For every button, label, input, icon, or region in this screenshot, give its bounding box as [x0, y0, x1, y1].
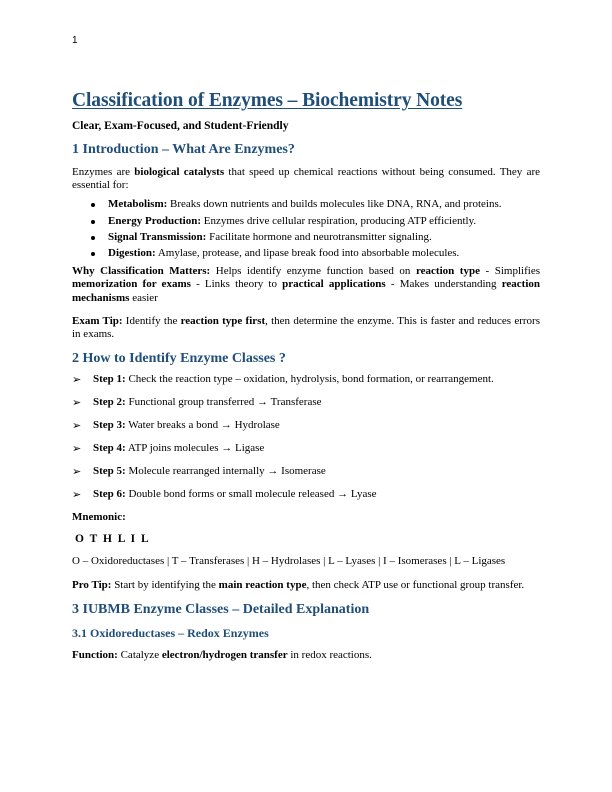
identification-steps-list — [72, 373, 540, 501]
arrow-bullet-icon: ➢ — [72, 488, 82, 502]
document-body — [72, 90, 540, 662]
mnemonic-code: O T H L I L — [75, 533, 151, 546]
arrow-bullet-icon: ➢ — [72, 419, 82, 433]
list-item: ➢ Step 1: Check the reaction type – oxidation, hydrolysis, bond formation, or rearrangement. — [72, 373, 494, 387]
document-title: Classification of Enzymes – Biochemistry Notes — [72, 90, 463, 111]
bullet-dot-icon — [91, 220, 95, 224]
bullet-dot-icon — [91, 236, 95, 240]
list-item: Digestion: Amylase, protease, and lipase break food into absorbable molecules. — [72, 247, 540, 260]
arrow-bullet-icon: ➢ — [72, 442, 82, 456]
arrow-bullet-icon: ➢ — [72, 373, 82, 387]
pro-tip-paragraph: Pro Tip: Start by identifying the main reaction type, then check ATP use or functional group transfer. — [72, 578, 525, 591]
document-subtitle: Clear, Exam-Focused, and Student-Friendly — [72, 120, 289, 132]
subsection-3-1-heading: 3.1 Oxidoreductases – Redox Enzymes — [72, 625, 269, 640]
bullet-dot-icon — [91, 203, 95, 207]
list-item: ➢ Step 6: Double bond forms or small molecule released → Lyase — [72, 488, 377, 502]
list-item: ➢ Step 4: ATP joins molecules → Ligase — [72, 442, 265, 456]
exam-tip-paragraph: Exam Tip: Identify the reaction type first, then determine the enzyme. This is faster and reduces errors in exams. — [72, 314, 541, 341]
mnemonic-label: Mnemonic: — [72, 511, 126, 524]
list-item: ➢ Step 5: Molecule rearranged internally → Isomerase — [72, 465, 326, 479]
section-3-heading: 3 IUBMB Enzyme Classes – Detailed Explanation — [72, 601, 370, 617]
list-item: ➢ Step 2: Functional group transferred → Transferase — [72, 396, 322, 410]
section-2-heading: 2 How to Identify Enzyme Classes ? — [72, 351, 286, 367]
function-paragraph: Function: Catalyze electron/hydrogen transfer in redox reactions. — [72, 648, 372, 661]
arrow-bullet-icon: ➢ — [72, 396, 82, 410]
enzyme-roles-list — [72, 198, 540, 260]
intro-paragraph: Enzymes are biological catalysts that speed up chemical reactions without being consumed. They are essential for: — [72, 166, 540, 192]
arrow-bullet-icon: ➢ — [72, 465, 82, 479]
list-item: Signal Transmission: Facilitate hormone and neurotransmitter signaling. — [72, 231, 540, 244]
bullet-dot-icon — [91, 252, 95, 256]
list-item: ➢ Step 3: Water breaks a bond → Hydrolase — [72, 419, 280, 433]
mnemonic-expansion: O – Oxidoreductases | T – Transferases | H – Hydrolases | L – Lyases | I – Isomerases | L – Ligases — [72, 555, 506, 568]
page-number: 1 — [72, 35, 78, 46]
list-item: Energy Production: Enzymes drive cellular respiration, producing ATP efficiently. — [72, 215, 540, 228]
list-item: Metabolism: Breaks down nutrients and builds molecules like DNA, RNA, and proteins. — [72, 198, 540, 211]
why-classification-paragraph: Why Classification Matters: Helps identify enzyme function based on reaction type - Simplifies memorization for exams - Links theory to practical applications - Makes understanding reaction mechanisms easier — [72, 265, 540, 304]
section-1-heading: 1 Introduction – What Are Enzymes? — [72, 142, 295, 157]
